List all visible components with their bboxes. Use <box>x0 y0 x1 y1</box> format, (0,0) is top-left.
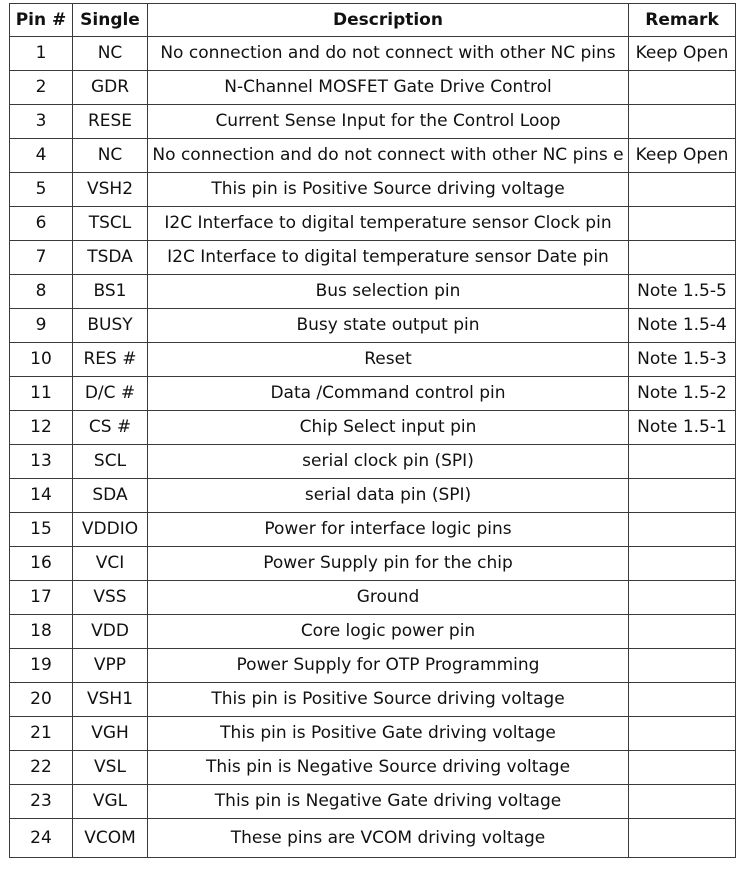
pin-cell: 8 <box>10 275 73 309</box>
table-row <box>10 513 736 547</box>
signal-cell: BS1 <box>73 275 148 309</box>
pin-cell: 4 <box>10 139 73 173</box>
table-row <box>10 683 736 717</box>
description-cell: This pin is Positive Source driving voltage <box>148 683 629 717</box>
table-row <box>10 819 736 858</box>
signal-cell: D/C # <box>73 377 148 411</box>
remark-cell <box>629 241 736 275</box>
signal-cell: VDDIO <box>73 513 148 547</box>
remark-cell <box>629 547 736 581</box>
table-row <box>10 445 736 479</box>
pin-cell: 7 <box>10 241 73 275</box>
signal-cell: VSH2 <box>73 173 148 207</box>
remark-cell <box>629 445 736 479</box>
pin-cell: 17 <box>10 581 73 615</box>
table-row <box>10 105 736 139</box>
remark-cell <box>629 581 736 615</box>
description-cell: I2C Interface to digital temperature sensor Clock pin <box>148 207 629 241</box>
description-cell: Reset <box>148 343 629 377</box>
header-remark: Remark <box>629 4 736 37</box>
table-row <box>10 751 736 785</box>
signal-cell: TSCL <box>73 207 148 241</box>
signal-cell: RES # <box>73 343 148 377</box>
description-cell: Bus selection pin <box>148 275 629 309</box>
remark-cell: Note 1.5-4 <box>629 309 736 343</box>
table-row <box>10 377 736 411</box>
remark-cell: Note 1.5-3 <box>629 343 736 377</box>
description-cell: No connection and do not connect with other NC pins <box>148 37 629 71</box>
pin-cell: 6 <box>10 207 73 241</box>
pin-cell: 13 <box>10 445 73 479</box>
signal-cell: GDR <box>73 71 148 105</box>
signal-cell: TSDA <box>73 241 148 275</box>
description-cell: Power Supply pin for the chip <box>148 547 629 581</box>
pin-cell: 15 <box>10 513 73 547</box>
description-cell: serial data pin (SPI) <box>148 479 629 513</box>
remark-cell <box>629 819 736 858</box>
signal-cell: SDA <box>73 479 148 513</box>
remark-cell: Note 1.5-5 <box>629 275 736 309</box>
pin-cell: 21 <box>10 717 73 751</box>
pin-cell: 2 <box>10 71 73 105</box>
remark-cell <box>629 479 736 513</box>
remark-cell <box>629 71 736 105</box>
pin-cell: 22 <box>10 751 73 785</box>
table-row <box>10 241 736 275</box>
signal-cell: CS # <box>73 411 148 445</box>
header-description: Description <box>148 4 629 37</box>
table-row <box>10 343 736 377</box>
table-row <box>10 139 736 173</box>
pin-cell: 3 <box>10 105 73 139</box>
table-row <box>10 717 736 751</box>
remark-cell <box>629 173 736 207</box>
table-row <box>10 309 736 343</box>
pin-cell: 16 <box>10 547 73 581</box>
description-cell: Ground <box>148 581 629 615</box>
pin-cell: 20 <box>10 683 73 717</box>
table-row <box>10 411 736 445</box>
signal-cell: NC <box>73 37 148 71</box>
remark-cell: Keep Open <box>629 37 736 71</box>
remark-cell <box>629 751 736 785</box>
table-row <box>10 785 736 819</box>
signal-cell: VSH1 <box>73 683 148 717</box>
description-cell: Power Supply for OTP Programming <box>148 649 629 683</box>
signal-cell: VPP <box>73 649 148 683</box>
remark-cell: Note 1.5-2 <box>629 377 736 411</box>
pin-cell: 1 <box>10 37 73 71</box>
signal-cell: VCI <box>73 547 148 581</box>
remark-cell <box>629 513 736 547</box>
description-cell: Chip Select input pin <box>148 411 629 445</box>
signal-cell: VDD <box>73 615 148 649</box>
table-row <box>10 649 736 683</box>
description-cell: This pin is Negative Source driving voltage <box>148 751 629 785</box>
signal-cell: VSS <box>73 581 148 615</box>
signal-cell: VSL <box>73 751 148 785</box>
signal-cell: SCL <box>73 445 148 479</box>
remark-cell <box>629 683 736 717</box>
description-cell: Core logic power pin <box>148 615 629 649</box>
description-cell: Power for interface logic pins <box>148 513 629 547</box>
signal-cell: VGH <box>73 717 148 751</box>
remark-cell: Note 1.5-1 <box>629 411 736 445</box>
table-row <box>10 71 736 105</box>
pin-cell: 23 <box>10 785 73 819</box>
signal-cell: NC <box>73 139 148 173</box>
pin-cell: 12 <box>10 411 73 445</box>
table-row <box>10 479 736 513</box>
description-cell: This pin is Positive Gate driving voltage <box>148 717 629 751</box>
description-cell: I2C Interface to digital temperature sensor Date pin <box>148 241 629 275</box>
signal-cell: VGL <box>73 785 148 819</box>
pin-cell: 18 <box>10 615 73 649</box>
table-row <box>10 615 736 649</box>
table-row <box>10 37 736 71</box>
pin-definition-table <box>9 3 736 858</box>
pin-cell: 5 <box>10 173 73 207</box>
remark-cell: Keep Open <box>629 139 736 173</box>
table-row <box>10 275 736 309</box>
description-cell: Current Sense Input for the Control Loop <box>148 105 629 139</box>
description-cell: This pin is Negative Gate driving voltage <box>148 785 629 819</box>
remark-cell <box>629 717 736 751</box>
remark-cell <box>629 207 736 241</box>
description-cell: These pins are VCOM driving voltage <box>148 819 629 858</box>
pin-cell: 10 <box>10 343 73 377</box>
remark-cell <box>629 785 736 819</box>
description-cell: Busy state output pin <box>148 309 629 343</box>
header-single: Single <box>73 4 148 37</box>
remark-cell <box>629 105 736 139</box>
pin-cell: 9 <box>10 309 73 343</box>
remark-cell <box>629 649 736 683</box>
description-cell: No connection and do not connect with other NC pins e <box>148 139 629 173</box>
table-header-row <box>10 4 736 37</box>
table-row <box>10 173 736 207</box>
header-pin: Pin # <box>10 4 73 37</box>
signal-cell: VCOM <box>73 819 148 858</box>
signal-cell: RESE <box>73 105 148 139</box>
remark-cell <box>629 615 736 649</box>
pin-cell: 19 <box>10 649 73 683</box>
description-cell: N-Channel MOSFET Gate Drive Control <box>148 71 629 105</box>
table-row <box>10 547 736 581</box>
description-cell: Data /Command control pin <box>148 377 629 411</box>
pin-cell: 11 <box>10 377 73 411</box>
pin-cell: 14 <box>10 479 73 513</box>
description-cell: This pin is Positive Source driving voltage <box>148 173 629 207</box>
table-row <box>10 207 736 241</box>
pin-cell: 24 <box>10 819 73 858</box>
table-row <box>10 581 736 615</box>
description-cell: serial clock pin (SPI) <box>148 445 629 479</box>
signal-cell: BUSY <box>73 309 148 343</box>
